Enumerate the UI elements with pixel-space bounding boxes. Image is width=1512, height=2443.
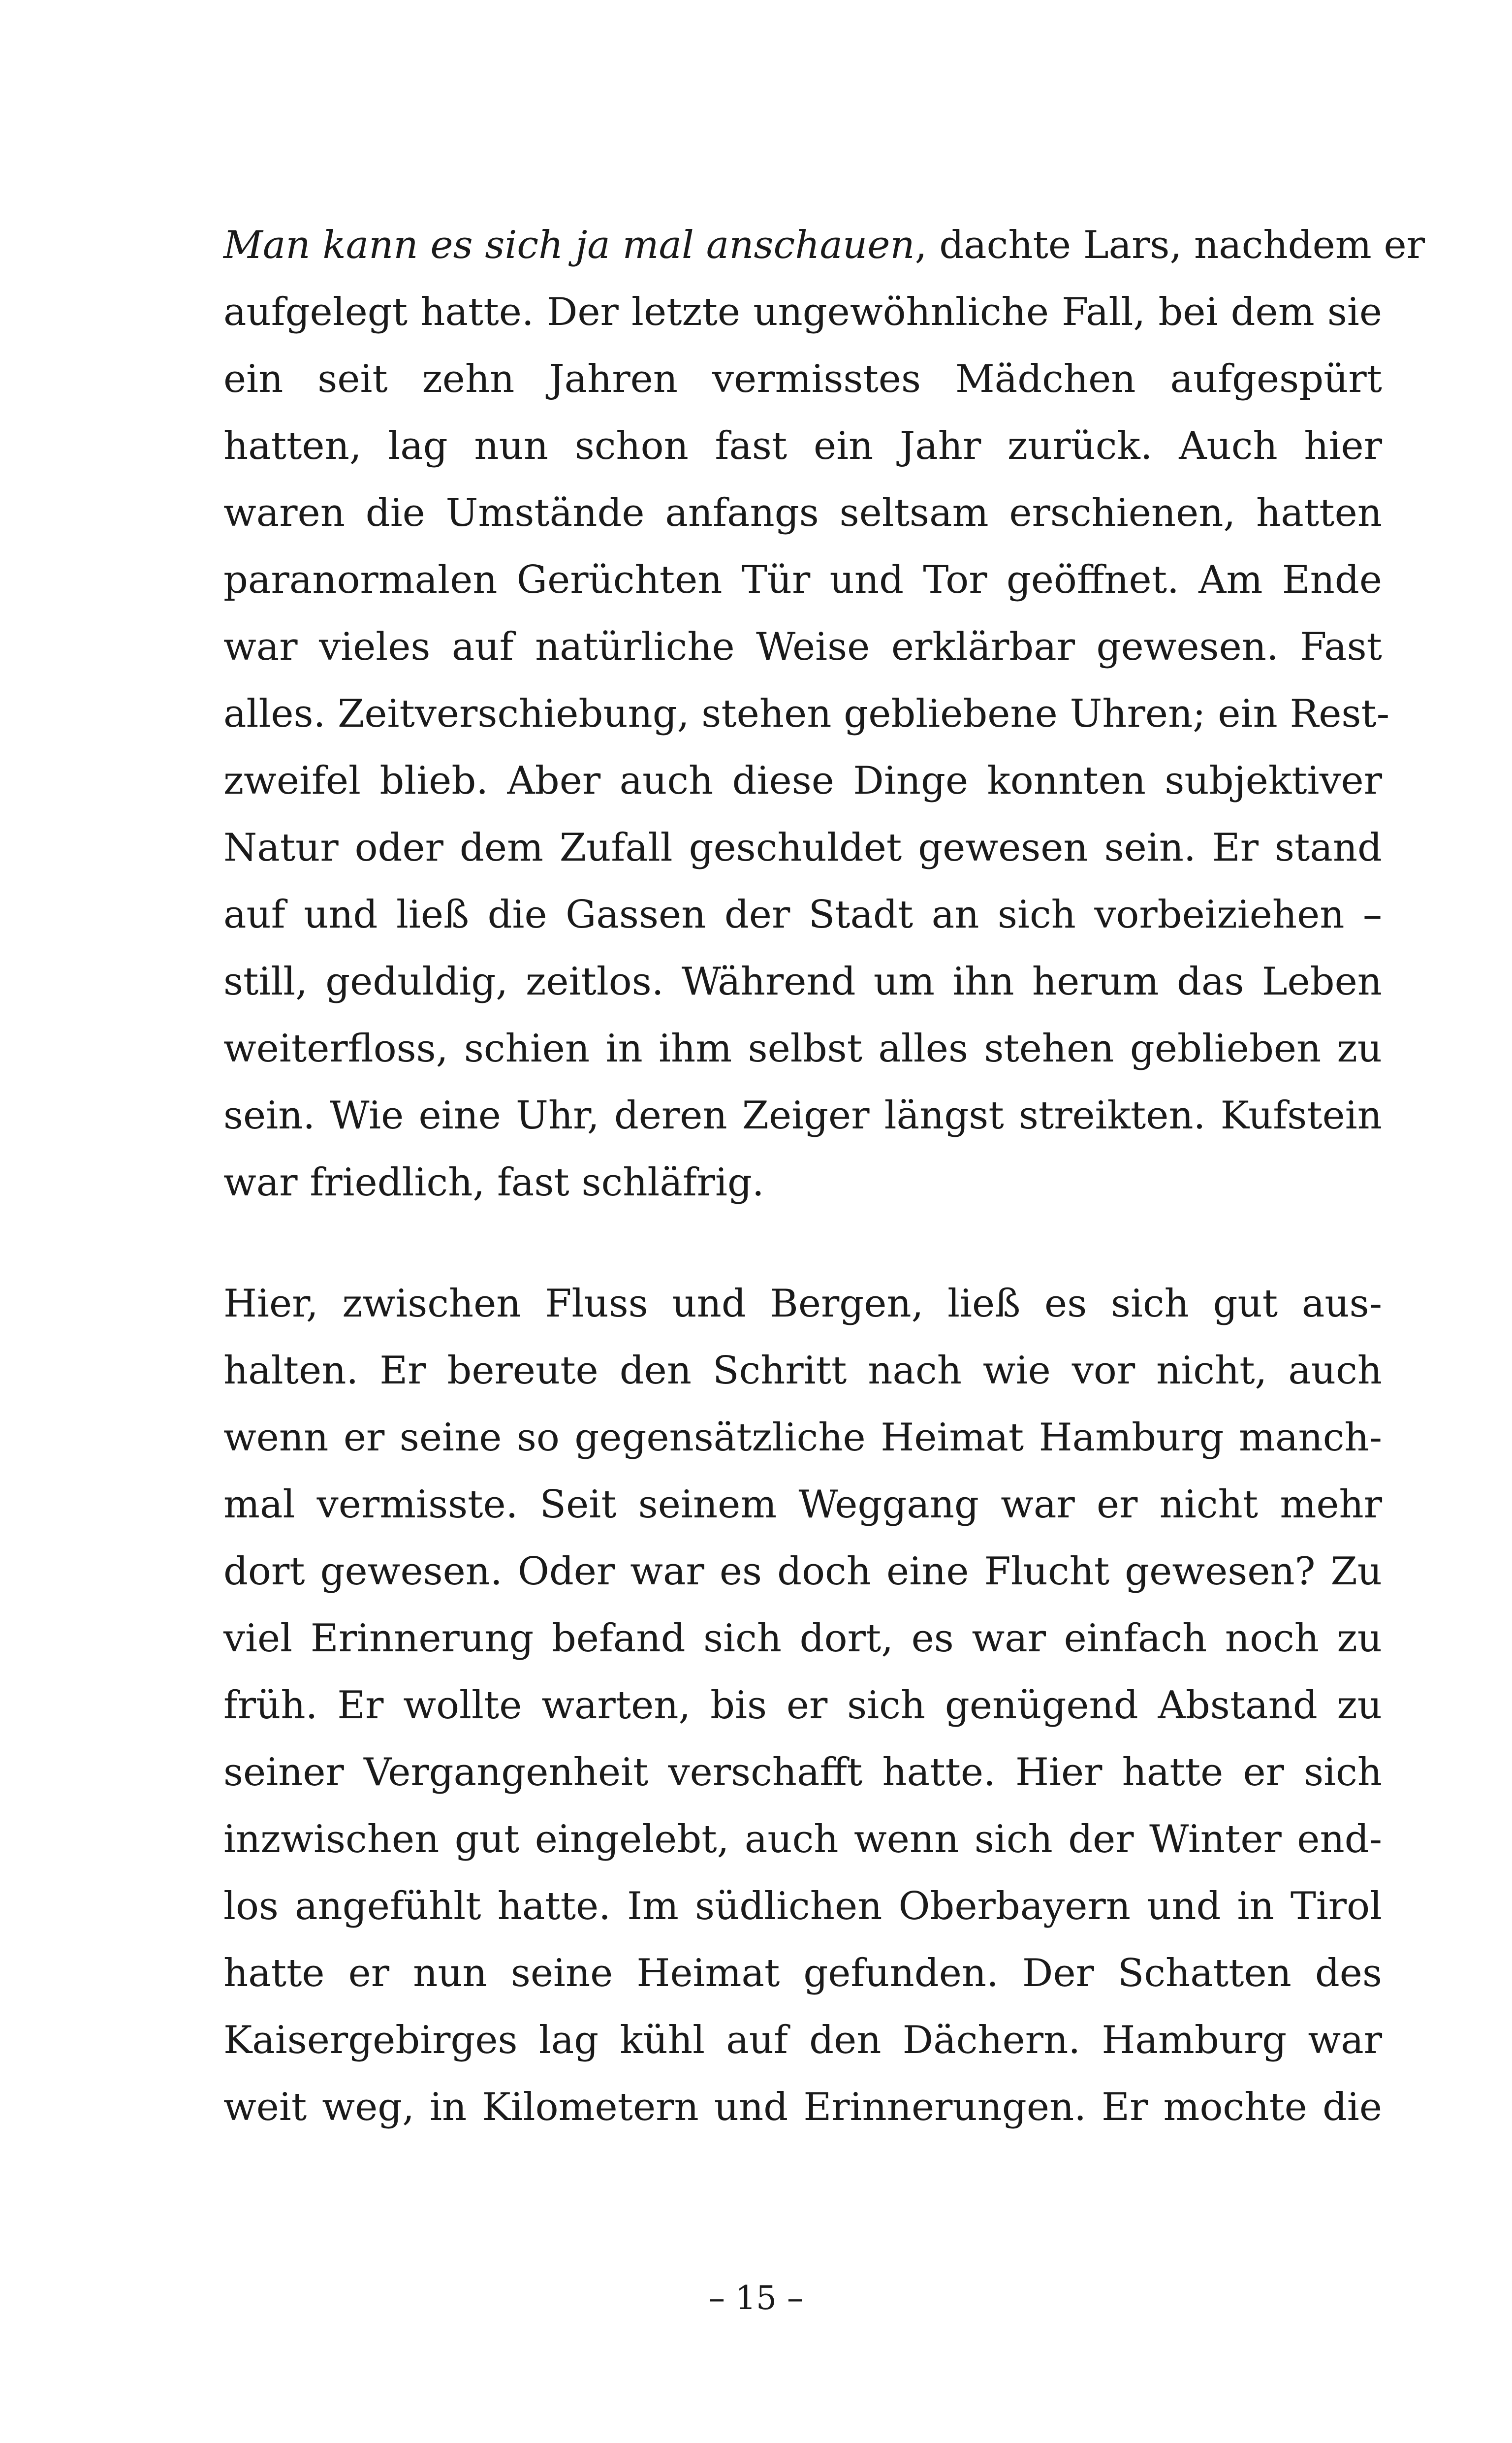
text-line: hatten, lag nun schon fast ein Jahr zurück. Auch hier	[223, 424, 1382, 468]
text-line	[223, 212, 1425, 279]
page-number: – 15 –	[709, 2279, 803, 2317]
text-line: waren die Umstände anfangs seltsam erschienen, hatten	[223, 491, 1382, 535]
text-line: alles. Zeitverschiebung, stehen gebliebene Uhren; ein Rest-	[223, 692, 1390, 736]
text-line: mal vermisste. Seit seinem Weggang war er nicht mehr	[223, 1482, 1382, 1527]
text-line: wenn er seine so gegensätzliche Heimat Hamburg manch-	[223, 1415, 1382, 1460]
text-line: inzwischen gut eingelebt, auch wenn sich der Winter end-	[223, 1817, 1382, 1862]
paragraph-2	[223, 1270, 1382, 2141]
text-line: ein seit zehn Jahren vermisstes Mädchen aufgespürt	[223, 357, 1382, 401]
text-line: weiterfloss, schien in ihm selbst alles stehen geblieben zu	[223, 1027, 1382, 1071]
italic-lead-phrase: Man kann es sich ja mal anschauen	[223, 223, 915, 267]
text-line: weit weg, in Kilometern und Erinnerungen. Er mochte die	[223, 2085, 1382, 2129]
text-line: viel Erinnerung befand sich dort, es war einfach noch zu	[223, 1616, 1382, 1661]
text-line: Kaisergebirges lag kühl auf den Dächern. Hamburg war	[223, 2018, 1382, 2062]
text-line: hatte er nun seine Heimat gefunden. Der Schatten des	[223, 1951, 1382, 1995]
text-line: paranormalen Gerüchten Tür und Tor geöffnet. Am Ende	[223, 558, 1382, 602]
text-line: war vieles auf natürliche Weise erklärbar gewesen. Fast	[223, 625, 1382, 669]
paragraph-1	[223, 212, 1425, 1216]
text-line: früh. Er wollte warten, bis er sich genügend Abstand zu	[223, 1683, 1382, 1728]
text-line: Hier, zwischen Fluss und Bergen, ließ es sich gut aus-	[223, 1282, 1382, 1326]
text-line: Natur oder dem Zufall geschuldet gewesen sein. Er stand	[223, 826, 1382, 870]
text-line: halten. Er bereute den Schritt nach wie vor nicht, auch	[223, 1349, 1382, 1393]
text-line: still, geduldig, zeitlos. Während um ihn herum das Leben	[223, 960, 1382, 1004]
text-line: sein. Wie eine Uhr, deren Zeiger längst streikten. Kufstein	[223, 1093, 1382, 1138]
text-line: dort gewesen. Oder war es doch eine Flucht gewesen? Zu	[223, 1549, 1382, 1594]
text-line: seiner Vergangenheit verschafft hatte. Hier hatte er sich	[223, 1750, 1382, 1795]
text-line: war friedlich, fast schläfrig.	[223, 1160, 764, 1205]
line-continuation: , dachte Lars, nachdem er	[914, 223, 1425, 267]
text-line: zweifel blieb. Aber auch diese Dinge konnten subjektiver	[223, 759, 1382, 803]
text-line: auf und ließ die Gassen der Stadt an sich vorbeiziehen –	[223, 893, 1382, 937]
text-line: los angefühlt hatte. Im südlichen Oberbayern und in Tirol	[223, 1884, 1382, 1929]
text-line: aufgelegt hatte. Der letzte ungewöhnliche Fall, bei dem sie	[223, 290, 1382, 334]
